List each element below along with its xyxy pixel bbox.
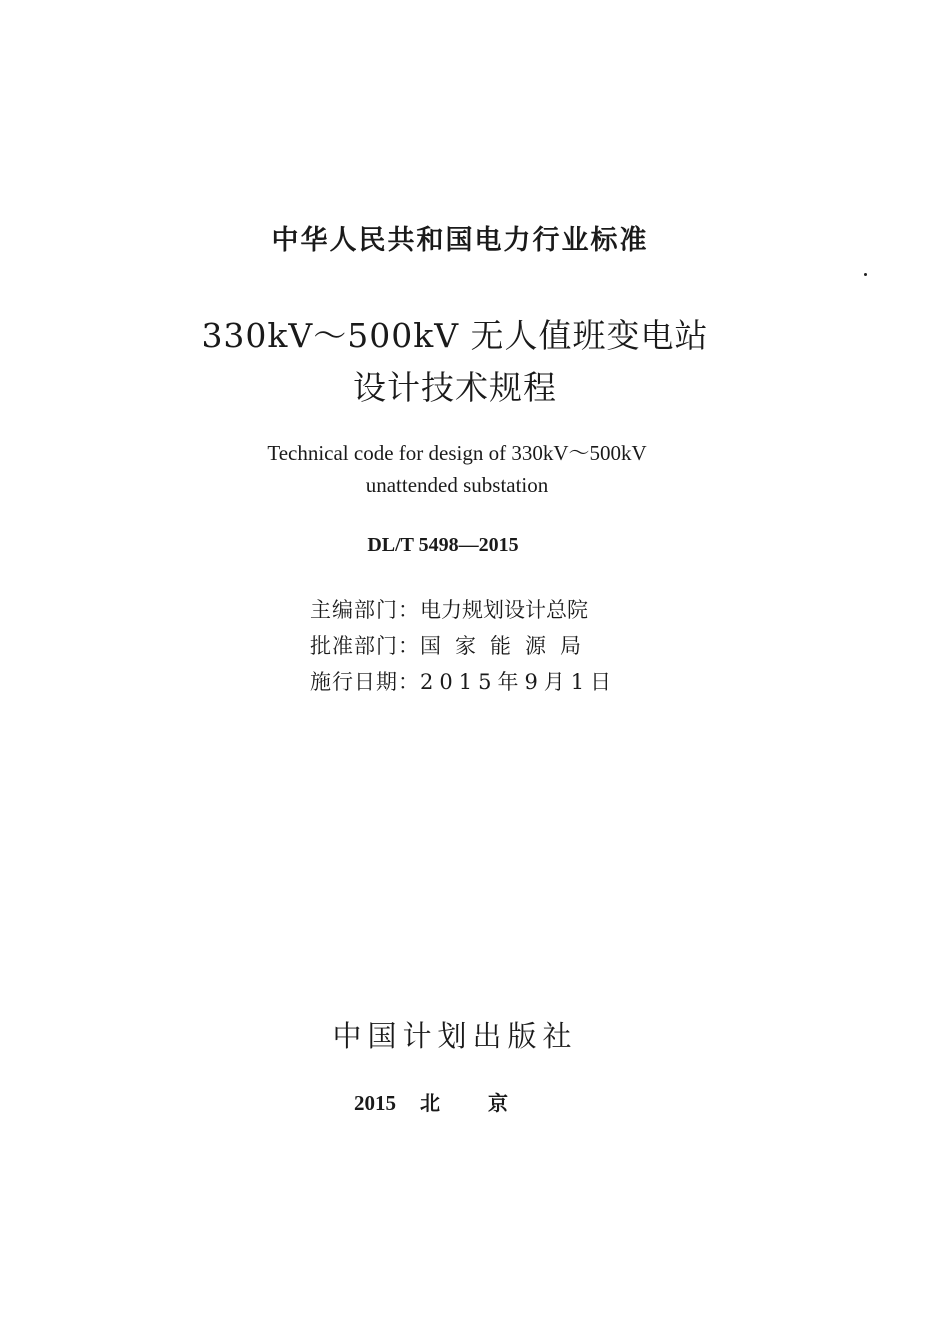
meta-value: 国家能源局 [420,634,595,658]
standard-series-heading: 中华人民共和国电力行业标准 [271,225,649,256]
scan-speck [864,273,867,276]
meta-row-effective-date [310,664,617,700]
publication-place [0,1087,930,1116]
meta-row-editor [310,592,617,628]
publication-city: 北京 [420,1091,556,1115]
publication-year: 2015 [354,1091,396,1115]
title-line-1: 330kV～500kV 无人值班变电站 [201,316,709,355]
meta-label: 施行日期： [310,670,420,694]
english-title-line-1: Technical code for design of 330kV～500kV [267,441,647,465]
meta-row-approver [310,628,617,664]
metadata-block [310,592,617,700]
english-title-line-2: unattended substation [365,473,549,497]
meta-value: 2015年9月1日 [420,670,618,694]
publisher-name: 中国计划出版社 [332,1019,578,1053]
meta-label: 批准部门： [310,634,420,658]
meta-value: 电力规划设计总院 [420,598,588,622]
title-line-2: 设计技术规程 [353,368,557,407]
meta-label: 主编部门： [310,598,420,622]
standard-code: DL/T 5498—2015 [367,534,519,556]
